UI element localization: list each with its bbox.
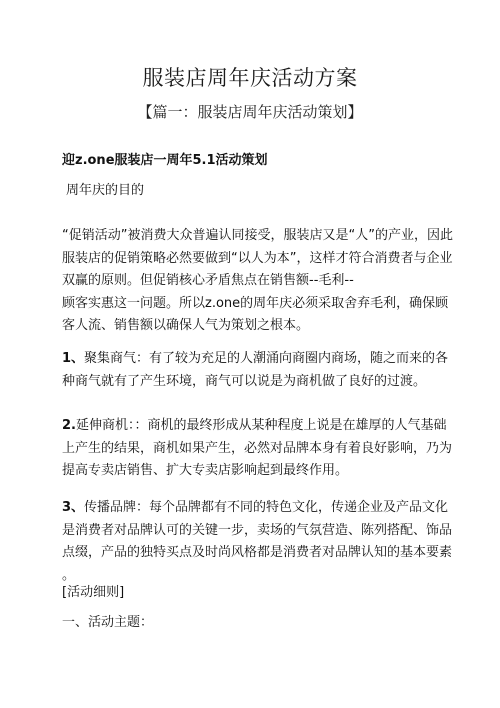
- paragraph-line: 。: [62, 567, 76, 583]
- paragraph-line: [62, 497, 454, 520]
- paragraph-line: “促销活动”被消费大众普遍认同接受，服装店又是“人”的产业，因此: [62, 228, 453, 243]
- paragraph-line: 服装店的促销策略必然要做到“以人为本”，这样才符合消费者与企业: [62, 250, 453, 266]
- event-heading: 迎z.one服装店一周年5.1活动策划: [62, 153, 268, 168]
- paragraph-line: 双赢的原则。但促销核心矛盾焦点在销售额--毛利--: [62, 273, 354, 288]
- paragraph-line: 提高专卖店销售、扩大专卖店影响起到最终作用。: [62, 463, 349, 478]
- point-2-paragraph: [62, 415, 454, 483]
- point-number: 1、: [62, 351, 85, 366]
- paragraph-line: [62, 348, 454, 371]
- paragraph-line: 种商气就有了产生环境，商气可以说是为商机做了良好的过渡。: [62, 373, 427, 389]
- point-number: 3、: [62, 500, 85, 515]
- document-title: 服装店周年庆活动方案: [142, 66, 358, 90]
- paragraph-text: 聚集商气：有了较为充足的人潮涌向商圈内商场，随之而来的各: [84, 351, 449, 366]
- point-3-paragraph: [62, 497, 454, 587]
- section-details-heading: [活动细则]: [62, 585, 125, 600]
- intro-paragraph: [62, 225, 454, 338]
- paragraph-line: 上产生的结果，商机如果产生，必然对品牌本身有着良好影响，乃为: [62, 440, 453, 456]
- point-1-paragraph: [62, 348, 454, 393]
- point-number: 2.: [62, 418, 76, 433]
- paragraph-line: [62, 415, 454, 438]
- paragraph-line: 客人流、销售额以确保人气为策划之根本。: [62, 318, 310, 333]
- paragraph-line: 顾客实惠这一问题。所以z.one的周年庆必须采取舍弃毛利，确保顾: [62, 295, 449, 311]
- paragraph-text: 延伸商机：：商机的最终形成从某种程度上说是在雄厚的人气基础: [75, 418, 447, 433]
- paragraph-text: 传播品牌：每个品牌都有不同的特色文化，传递企业及产品文化: [84, 500, 449, 515]
- paragraph-line: 是消费者对品牌认可的关键一步，卖场的气氛营造、陈列搭配、饰品: [62, 522, 453, 538]
- section-theme-heading: 一、活动主题：: [62, 615, 154, 630]
- document-subtitle: 【篇一：服装店周年庆活动策划】: [137, 103, 363, 121]
- section-purpose-heading: 周年庆的目的: [66, 183, 145, 198]
- paragraph-line: 点缀，产品的独特买点及时尚风格都是消费者对品牌认知的基本要素: [62, 545, 453, 560]
